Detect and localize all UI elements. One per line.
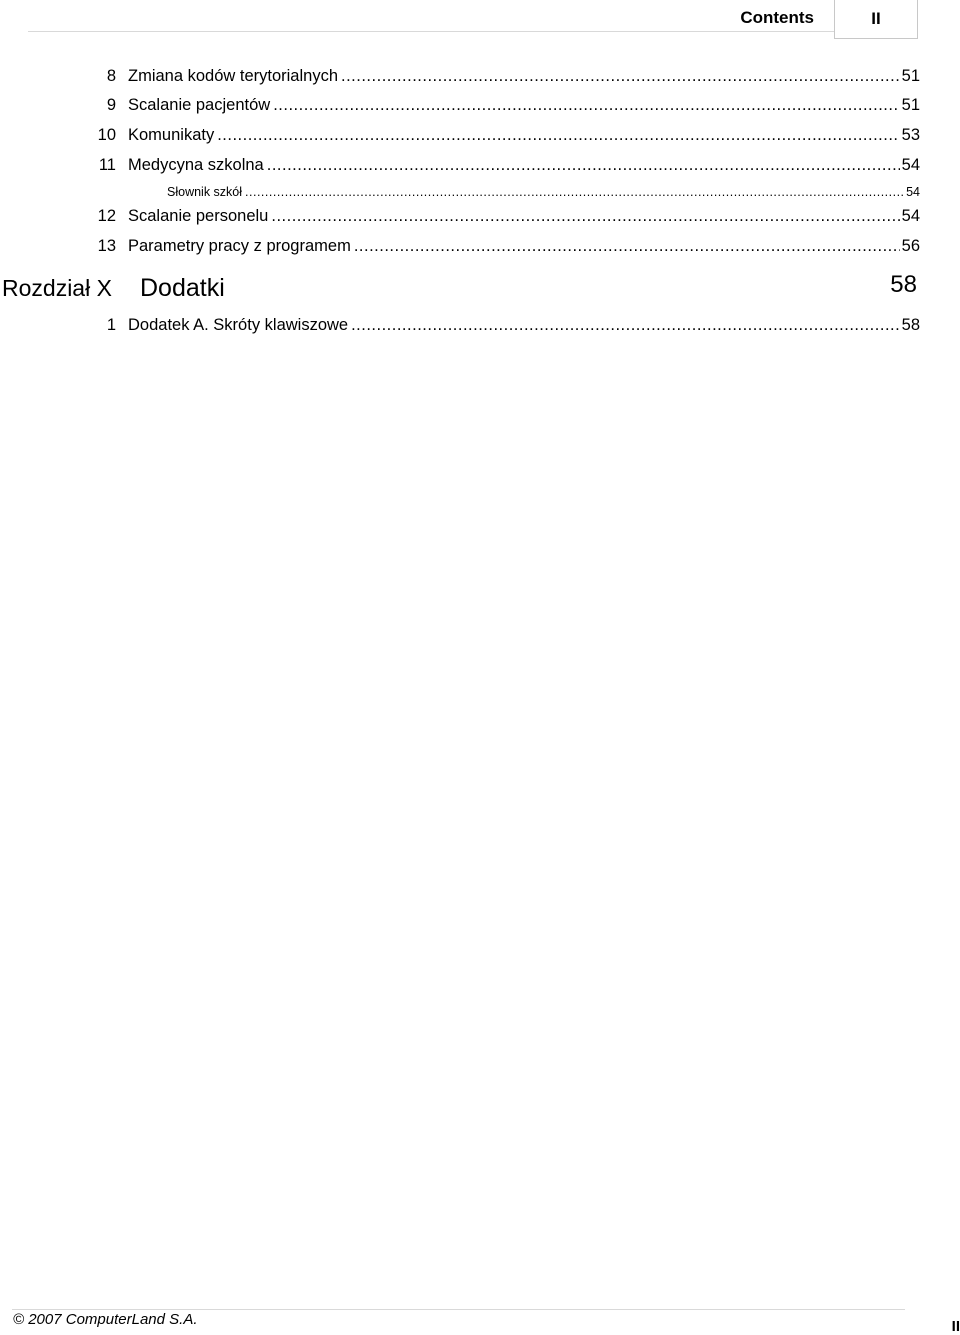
toc-entry-number: 1 bbox=[106, 316, 116, 334]
toc-entry[interactable] bbox=[0, 65, 920, 87]
toc-entry-title: Słownik szkół bbox=[167, 185, 243, 199]
footer-copyright: © 2007 ComputerLand S.A. bbox=[13, 1311, 198, 1328]
toc-entry[interactable] bbox=[0, 154, 920, 176]
toc-dot-leader bbox=[341, 65, 900, 87]
toc-entry-page: 51 bbox=[901, 96, 920, 114]
toc-entry-page: 54 bbox=[901, 156, 920, 174]
toc-entry-number: 8 bbox=[106, 67, 116, 85]
toc-entry[interactable] bbox=[0, 205, 920, 227]
toc-entry[interactable] bbox=[0, 314, 920, 336]
toc-entry-title: Scalanie pacjentów bbox=[128, 96, 271, 114]
toc-chapter[interactable] bbox=[0, 270, 920, 306]
toc-entry-page: 53 bbox=[901, 126, 920, 144]
toc-entry[interactable] bbox=[0, 124, 920, 146]
header-title: Contents bbox=[740, 8, 814, 27]
toc-entry-title: Dodatek A. Skróty klawiszowe bbox=[128, 316, 349, 334]
toc-entry-title: Komunikaty bbox=[128, 126, 215, 144]
toc-entry-page: 58 bbox=[901, 316, 920, 334]
footer-rule bbox=[12, 1309, 905, 1310]
toc-entry-title: Parametry pracy z programem bbox=[128, 237, 351, 255]
toc-entry-title: Medycyna szkolna bbox=[128, 156, 264, 174]
toc-entry-number: 11 bbox=[98, 156, 116, 174]
header-rule bbox=[28, 31, 834, 32]
toc-entry-page: 56 bbox=[901, 237, 920, 255]
toc-entry-number: 12 bbox=[97, 207, 116, 225]
toc-entry-title: Zmiana kodów terytorialnych bbox=[128, 67, 339, 85]
toc-entry-number: 10 bbox=[97, 126, 116, 144]
toc-entry-page: 54 bbox=[906, 185, 920, 199]
toc-entry[interactable] bbox=[0, 235, 920, 257]
toc-subentry[interactable] bbox=[0, 184, 920, 200]
toc-dot-leader bbox=[267, 154, 900, 176]
chapter-title: Dodatki bbox=[140, 274, 225, 302]
toc-entry-title: Scalanie personelu bbox=[128, 207, 269, 225]
chapter-page: 58 bbox=[890, 271, 917, 298]
toc-entry-number: 13 bbox=[97, 237, 116, 255]
toc-dot-leader bbox=[273, 94, 899, 116]
footer-page-number: II bbox=[951, 1318, 960, 1335]
chapter-label: Rozdział X bbox=[2, 275, 112, 301]
header-page-number: II bbox=[834, 0, 918, 39]
toc-entry-page: 51 bbox=[901, 67, 920, 85]
toc-entry-page: 54 bbox=[901, 207, 920, 225]
toc-dot-leader bbox=[217, 124, 899, 146]
toc-entry[interactable] bbox=[0, 94, 920, 116]
toc-dot-leader bbox=[351, 314, 900, 336]
toc-dot-leader bbox=[354, 235, 900, 257]
toc-entry-number: 9 bbox=[106, 96, 116, 114]
toc-dot-leader bbox=[245, 184, 904, 200]
toc-dot-leader bbox=[271, 205, 899, 227]
